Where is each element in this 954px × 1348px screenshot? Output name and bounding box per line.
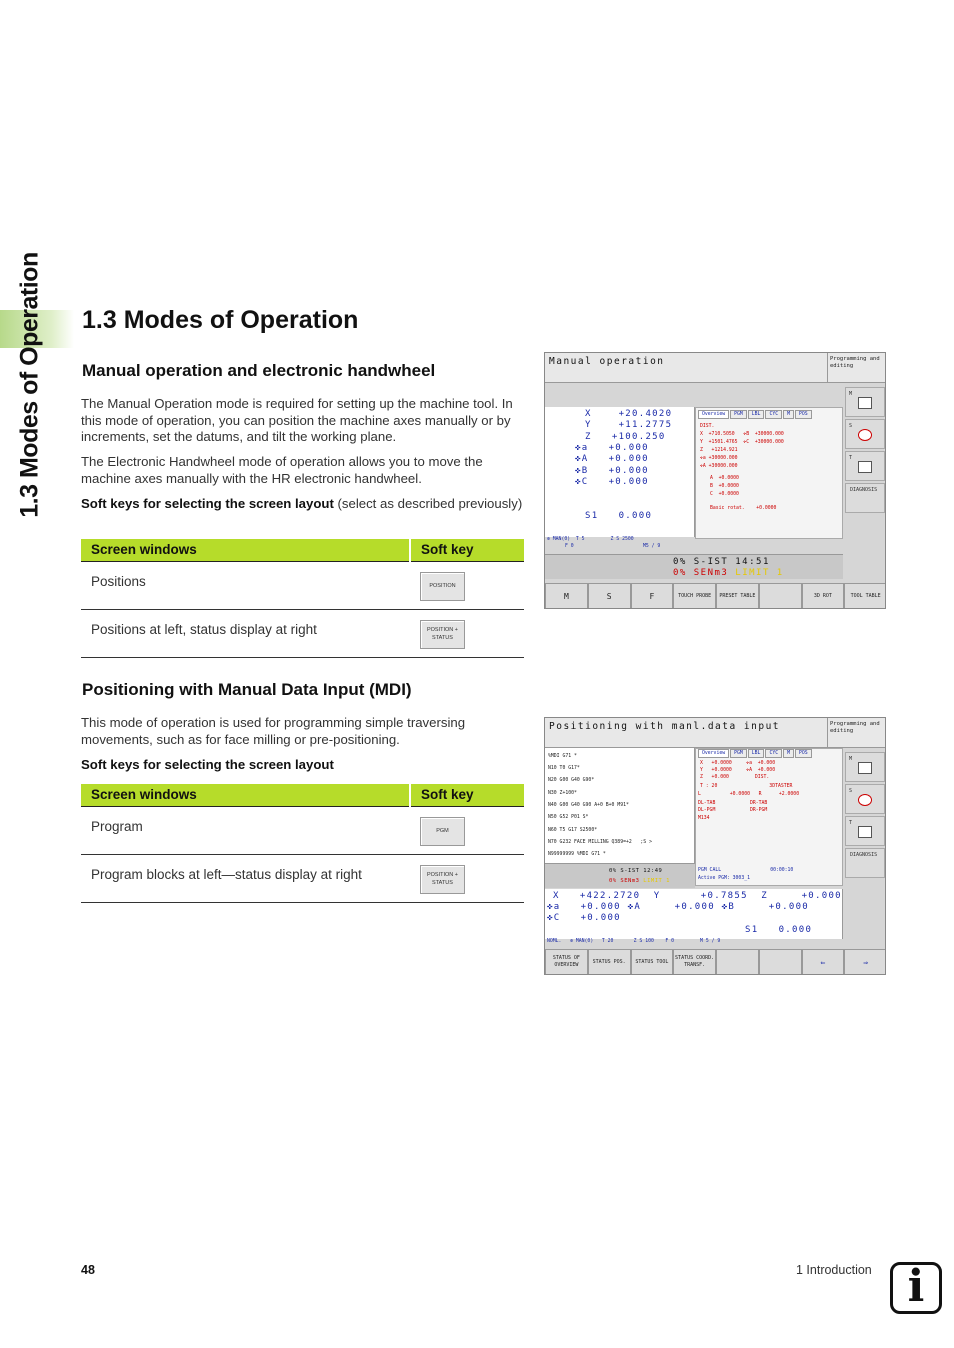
mdi-softkey-table xyxy=(81,784,524,903)
mdi-softkey-intro: Soft keys for selecting the screen layout xyxy=(81,757,334,772)
table-row: Program blocks at left—status display at right POSITION + STATUS xyxy=(81,854,524,902)
diagnosis-key[interactable]: DIAGNOSIS xyxy=(845,848,885,878)
softkey-row: STATUS OF OVERVIEW STATUS POS. STATUS TOOL STATUS COORD. TRANSF. ⇐ ⇒ xyxy=(545,949,886,975)
arrow-right-icon[interactable]: ⇒ xyxy=(844,949,886,975)
message-bar: 0% S-IST 12:49 0% SENm3 LIMIT 1 xyxy=(545,863,695,888)
status-display: Overview PGM LBL CYC M POS X +0.0000 ✜a +0.000 Y +0.0000 ✜A +0.000 Z +0.000 DIST. T : 20 3DTASTER L +0.0000 R +2.0000 DL-TAB DR-TAB DL-PGM DR-PGM M134 PGM CALL 00:00:10 Active PGM: 3003_1 xyxy=(695,748,843,886)
spindle-key[interactable]: S xyxy=(845,419,885,449)
table-header-windows: Screen windows xyxy=(81,784,410,806)
page-number: 48 xyxy=(81,1263,95,1277)
chapter-label: 1 Introduction xyxy=(796,1263,872,1277)
table-header-windows: Screen windows xyxy=(81,539,410,561)
diagnosis-key[interactable]: DIAGNOSIS xyxy=(845,483,885,513)
m-function-key[interactable]: M xyxy=(845,387,885,417)
screen-title: Positioning with manl.data input xyxy=(545,718,827,748)
info-icon: i xyxy=(890,1262,942,1314)
manual-para-2: The Electronic Handwheel mode of operation allows you to move the machine axes manually with the HR electronic handwheel. xyxy=(81,454,483,486)
manual-operation-screenshot: Manual operation Programming and editing X +20.4020 Y +11.2775 Z +100.250 ✜a +0.000 ✜A +0.000 ✜B +0.000 ✜C +0.000 S1 0.000 Overview PGM LBL CYC M POS DIST. X +710.5050 ✜B +30000.000 Y +1501.4765 ✜C +30000.000 Z +1214.921 ✜a +30000.000 ✜A +30000.000 A +0.0000 B +0.0000 C +0.0000 Basic rotat. +0.0000 ⊕ MAN(0) T 5 Z S 2500 F 0 M5 / 9 0% S-IST 14:51 0% SENm3 LIMIT 1 M S T DIAGNOSIS M S F TOUCH PROBE PRESET TABLE 3D ROT TOOL TABLE xyxy=(544,352,886,609)
mdi-para-1: This mode of operation is used for programming simple traversing movements, such as for face milling or pre-positioning. xyxy=(81,715,466,747)
table-row: Positions at left, status display at right POSITION + STATUS xyxy=(81,609,524,657)
screen-mode: Programming and editing xyxy=(827,353,886,383)
table-row: Positions POSITION xyxy=(81,561,524,609)
manual-softkey-intro: Soft keys for selecting the screen layout (select as described previously) xyxy=(81,496,523,511)
section-title: 1.3 Modes of Operation xyxy=(82,306,359,334)
tool-key[interactable]: T xyxy=(845,451,885,481)
mdi-screenshot: Positioning with manl.data input Programming and editing %MDI G71 * N10 T0 G17* N20 G00 G40 G90* N30 Z+100* N40 G00 G40 G90 A+0 B+0 M91* N50 G52 P01 S* N60 T5 G17 S2500* N70 G232 FACE MILLING Q389=+2 ;S > N99999999 %MDI G71 * Overview PGM LBL CYC M POS X +0.0000 ✜a +0.000 Y +0.0000 ✜A +0.000 Z +0.000 DIST. T : 20 3DTASTER L +0.0000 R +2.0000 DL-TAB DR-TAB DL-PGM DR-PGM M134 PGM CALL 00:00:10 Active PGM: 3003_1 0% S-IST 12:49 0% SENm3 LIMIT 1 X +422.2720 Y +0.7855 Z +0.000 ✜a +0.000 ✜A +0.000 ✜B +0.000 ✜C +0.000 S1 0.000 NOML. ⊕ MAN(0) T 20 Z S 100 F 0 M 5 / 9 M S T DIAGNOSIS STATUS OF OVERVIEW STATUS POS. STATUS TOOL STATUS COORD. TRANSF. ⇐ ⇒ xyxy=(544,717,886,975)
position-status-softkey[interactable]: POSITION + STATUS xyxy=(420,620,465,649)
softkey-row: M S F TOUCH PROBE PRESET TABLE 3D ROT TOOL TABLE xyxy=(545,583,886,609)
mdi-heading: Positioning with Manual Data Input (MDI) xyxy=(82,680,412,699)
table-header-softkey: Soft key xyxy=(410,539,524,561)
position-display: X +422.2720 Y +0.7855 Z +0.000 ✜a +0.000 ✜A +0.000 ✜B +0.000 ✜C +0.000 S1 0.000 xyxy=(545,889,843,939)
position-status-softkey[interactable]: POSITION + STATUS xyxy=(420,865,465,894)
table-header-softkey: Soft key xyxy=(410,784,524,806)
position-softkey[interactable]: POSITION xyxy=(420,572,465,601)
manual-softkey-table xyxy=(81,539,524,658)
program-window: %MDI G71 * N10 T0 G17* N20 G00 G40 G90* N30 Z+100* N40 G00 G40 G90 A+0 B+0 M91* N50 G52 P01 S* N60 T5 G17 S2500* N70 G232 FACE MILLING Q389=+2 ;S > N99999999 %MDI G71 * xyxy=(545,748,695,863)
arrow-left-icon[interactable]: ⇐ xyxy=(802,949,845,975)
manual-para-1: The Manual Operation mode is required for setting up the machine tool. In this mode of operation, you can position the machine axes manually or by increments, set the datums, and tilt the working plane. xyxy=(81,396,513,444)
screen-mode: Programming and editing xyxy=(827,718,886,748)
manual-heading: Manual operation and electronic handwheel xyxy=(82,361,436,380)
pgm-softkey[interactable]: PGM xyxy=(420,817,465,846)
message-bar: 0% S-IST 14:51 0% SENm3 LIMIT 1 xyxy=(545,554,843,579)
position-display: X +20.4020 Y +11.2775 Z +100.250 ✜a +0.000 ✜A +0.000 ✜B +0.000 ✜C +0.000 S1 0.000 xyxy=(545,407,695,537)
m-function-key[interactable]: M xyxy=(845,752,885,782)
chapter-side-label: 1.3 Modes of Operation xyxy=(15,252,44,518)
tool-key[interactable]: T xyxy=(845,816,885,846)
spindle-key[interactable]: S xyxy=(845,784,885,814)
screen-title: Manual operation xyxy=(545,353,827,383)
table-row: Program PGM xyxy=(81,806,524,854)
status-display: Overview PGM LBL CYC M POS DIST. X +710.5050 ✜B +30000.000 Y +1501.4765 ✜C +30000.000 Z +1214.921 ✜a +30000.000 ✜A +30000.000 A +0.0000 B +0.0000 C +0.0000 Basic rotat. +0.0000 xyxy=(695,407,843,539)
